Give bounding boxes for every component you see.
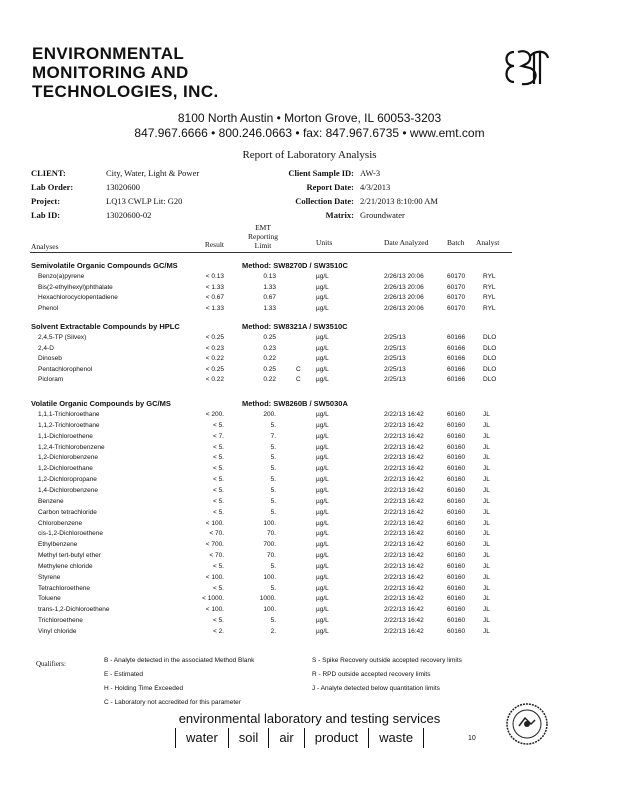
service-soil: soil bbox=[228, 728, 269, 748]
accreditation-seal-icon bbox=[505, 702, 549, 746]
cell-result: < 1.33 bbox=[205, 304, 224, 312]
cell-analyte: 1,1-Dichloroethene bbox=[38, 432, 93, 440]
cell-units: µg/L bbox=[316, 283, 329, 291]
cell-reporting-limit: 0.67 bbox=[263, 294, 276, 302]
cell-result: < 0.22 bbox=[205, 355, 224, 363]
cell-batch: 60170 bbox=[447, 283, 466, 291]
cell-units: µg/L bbox=[316, 411, 329, 418]
header-analyst: Analyst bbox=[476, 238, 500, 247]
collection-date-label: Collection Date: bbox=[295, 196, 354, 206]
cell-units: µg/L bbox=[316, 530, 329, 538]
cell-date-analyzed: 2/22/13 16:42 bbox=[384, 552, 424, 560]
cell-reporting-limit: 100. bbox=[263, 519, 276, 527]
report-date-value: 4/3/2013 bbox=[360, 182, 391, 192]
cell-units: µg/L bbox=[316, 344, 329, 352]
cell-batch: 60160 bbox=[447, 552, 466, 560]
cell-reporting-limit: 5. bbox=[270, 421, 276, 429]
cell-analyte: Carbon tetrachloride bbox=[38, 508, 97, 516]
cell-batch: 60160 bbox=[447, 562, 466, 570]
cell-analyst: JL bbox=[483, 508, 490, 516]
section-method: Method: SW8260B / SW5030A bbox=[242, 399, 348, 408]
cell-date-analyzed: 2/25/13 bbox=[384, 365, 406, 373]
company-address: 8100 North Austin • Morton Grove, IL 60053-3203 bbox=[177, 111, 442, 125]
cell-date-analyzed: 2/22/13 16:42 bbox=[384, 432, 424, 440]
qualifier-s: S - Spike Recovery outside accepted recovery limits bbox=[312, 657, 462, 664]
cell-batch: 60160 bbox=[447, 432, 466, 440]
cell-analyst: DLO bbox=[483, 344, 497, 352]
qualifiers-label: Qualifiers: bbox=[36, 660, 66, 668]
client-label: CLIENT: bbox=[31, 168, 66, 178]
cell-analyte: Chlorobenzene bbox=[38, 519, 83, 527]
cell-date-analyzed: 2/22/13 16:42 bbox=[384, 476, 424, 484]
header-emt: EMT bbox=[255, 223, 271, 232]
cell-units: µg/L bbox=[316, 573, 329, 581]
cell-date-analyzed: 2/22/13 16:42 bbox=[384, 530, 424, 538]
cell-reporting-limit: 100. bbox=[263, 606, 276, 614]
cell-analyst: JL bbox=[483, 541, 490, 549]
sample-id-label: Client Sample ID: bbox=[288, 168, 354, 178]
cell-qualifier: C bbox=[296, 365, 301, 373]
cell-analyte: Toluene bbox=[38, 595, 61, 603]
matrix-label: Matrix: bbox=[325, 210, 354, 220]
cell-units: µg/L bbox=[316, 304, 329, 312]
cell-reporting-limit: 5. bbox=[270, 617, 276, 625]
cell-date-analyzed: 2/26/13 20:06 bbox=[384, 304, 424, 312]
cell-analyte: Pentachlorophenol bbox=[38, 365, 93, 373]
cell-date-analyzed: 2/22/13 16:42 bbox=[384, 519, 424, 527]
cell-analyst: JL bbox=[483, 486, 490, 494]
lab-id-value: 13020600-02 bbox=[106, 210, 152, 220]
cell-analyte: Benzene bbox=[38, 497, 64, 505]
cell-batch: 60170 bbox=[447, 273, 466, 280]
cell-result: < 70. bbox=[209, 530, 224, 538]
cell-analyte: trans-1,2-Dichloroethene bbox=[38, 606, 110, 614]
cell-date-analyzed: 2/22/13 16:42 bbox=[384, 562, 424, 570]
cell-analyte: Picloram bbox=[38, 376, 64, 384]
cell-analyte: 2,4,5-TP (Silvex) bbox=[38, 334, 87, 341]
qualifier-j: J - Analyte detected below quantitation limits bbox=[312, 685, 440, 692]
cell-date-analyzed: 2/22/13 16:42 bbox=[384, 465, 424, 473]
section-method: Method: SW8270D / SW3510C bbox=[242, 261, 348, 270]
cell-analyst: JL bbox=[483, 573, 490, 581]
cell-analyst: DLO bbox=[483, 355, 497, 363]
company-logo-icon bbox=[500, 46, 552, 90]
cell-batch: 60160 bbox=[447, 530, 466, 538]
cell-analyte: Dinoseb bbox=[38, 355, 62, 363]
cell-result: < 0.67 bbox=[205, 294, 224, 302]
cell-units: µg/L bbox=[316, 421, 329, 429]
matrix-value: Groundwater bbox=[360, 210, 405, 220]
cell-batch: 60160 bbox=[447, 617, 466, 625]
header-divider bbox=[30, 252, 512, 253]
cell-result: < 5. bbox=[212, 443, 224, 451]
cell-analyst: JL bbox=[483, 421, 490, 429]
cell-reporting-limit: 0.22 bbox=[263, 355, 276, 363]
cell-reporting-limit: 5. bbox=[270, 454, 276, 462]
project-label: Project: bbox=[31, 196, 61, 206]
cell-result: < 5. bbox=[212, 508, 224, 516]
cell-result: < 5. bbox=[212, 497, 224, 505]
cell-batch: 60160 bbox=[447, 606, 466, 614]
cell-date-analyzed: 2/22/13 16:42 bbox=[384, 454, 424, 462]
cell-units: µg/L bbox=[316, 508, 329, 516]
cell-batch: 60166 bbox=[447, 334, 466, 341]
cell-result: < 0.13 bbox=[205, 273, 224, 280]
cell-analyte: 1,1,2-Trichloroethane bbox=[38, 421, 100, 429]
cell-result: < 0.25 bbox=[205, 334, 224, 341]
cell-reporting-limit: 100. bbox=[263, 573, 276, 581]
cell-analyst: JL bbox=[483, 584, 490, 592]
cell-date-analyzed: 2/22/13 16:42 bbox=[384, 541, 424, 549]
service-water: water bbox=[175, 728, 228, 748]
cell-date-analyzed: 2/25/13 bbox=[384, 344, 406, 352]
cell-units: µg/L bbox=[316, 273, 329, 280]
cell-analyte: 1,4-Dichlorobenzene bbox=[38, 486, 98, 494]
cell-batch: 60160 bbox=[447, 573, 466, 581]
cell-result: < 5. bbox=[212, 476, 224, 484]
cell-date-analyzed: 2/26/13 20:06 bbox=[384, 294, 424, 302]
cell-units: µg/L bbox=[316, 294, 329, 302]
cell-result: < 5. bbox=[212, 562, 224, 570]
qualifier-r: R - RPD outside accepted recovery limits bbox=[312, 671, 431, 678]
service-waste: waste bbox=[368, 728, 424, 748]
cell-date-analyzed: 2/22/13 16:42 bbox=[384, 421, 424, 429]
cell-result: < 1000. bbox=[202, 595, 224, 603]
cell-analyst: RYL bbox=[483, 294, 496, 302]
cell-units: µg/L bbox=[316, 454, 329, 462]
cell-analyst: JL bbox=[483, 443, 490, 451]
cell-batch: 60170 bbox=[447, 294, 466, 302]
cell-units: µg/L bbox=[316, 355, 329, 363]
cell-result: < 100. bbox=[205, 519, 224, 527]
cell-date-analyzed: 2/22/13 16:42 bbox=[384, 573, 424, 581]
company-name-line1: ENVIRONMENTAL bbox=[32, 44, 185, 63]
cell-reporting-limit: 5. bbox=[270, 584, 276, 592]
header-reporting: Reporting bbox=[248, 232, 278, 241]
cell-analyte: Methyl tert-butyl ether bbox=[38, 552, 101, 560]
footer-tagline: environmental laboratory and testing services bbox=[178, 711, 441, 726]
cell-reporting-limit: 0.25 bbox=[263, 334, 276, 341]
company-name-line2: MONITORING AND bbox=[32, 63, 189, 82]
cell-analyte: 2,4-D bbox=[38, 344, 54, 352]
cell-analyte: 1,2-Dichloropropane bbox=[38, 476, 97, 484]
cell-date-analyzed: 2/22/13 16:42 bbox=[384, 508, 424, 516]
cell-analyst: JL bbox=[483, 562, 490, 570]
cell-analyst: JL bbox=[483, 595, 490, 603]
header-units: Units bbox=[316, 238, 333, 247]
cell-units: µg/L bbox=[316, 497, 329, 505]
section-title: Semivolatile Organic Compounds GC/MS bbox=[31, 261, 178, 270]
cell-batch: 60166 bbox=[447, 376, 466, 384]
project-value: LQ13 CWLP Lit: G20 bbox=[106, 196, 183, 206]
cell-result: < 5. bbox=[212, 584, 224, 592]
cell-analyte: Hexachlorocyclopentadiene bbox=[38, 294, 118, 302]
cell-analyst: DLO bbox=[483, 334, 497, 341]
header-batch: Batch bbox=[447, 238, 465, 247]
section-title: Solvent Extractable Compounds by HPLC bbox=[31, 322, 180, 331]
cell-reporting-limit: 5. bbox=[270, 508, 276, 516]
cell-result: < 7. bbox=[212, 432, 224, 440]
cell-analyst: JL bbox=[483, 628, 490, 635]
cell-reporting-limit: 200. bbox=[263, 411, 276, 418]
cell-analyst: DLO bbox=[483, 365, 497, 373]
service-product: product bbox=[304, 728, 368, 748]
cell-analyte: 1,2-Dichloroethane bbox=[38, 465, 93, 473]
cell-units: µg/L bbox=[316, 541, 329, 549]
cell-batch: 60166 bbox=[447, 344, 466, 352]
cell-date-analyzed: 2/22/13 16:42 bbox=[384, 443, 424, 451]
cell-analyte: 1,2,4-Trichlorobenzene bbox=[38, 443, 105, 451]
cell-reporting-limit: 5. bbox=[270, 465, 276, 473]
cell-batch: 60160 bbox=[447, 465, 466, 473]
cell-reporting-limit: 7. bbox=[270, 432, 276, 440]
qualifier-e: E - Estimated bbox=[104, 671, 144, 678]
header-date-analyzed: Date Analyzed bbox=[384, 238, 429, 247]
cell-units: µg/L bbox=[316, 584, 329, 592]
cell-units: µg/L bbox=[316, 334, 329, 341]
cell-units: µg/L bbox=[316, 432, 329, 440]
section-method: Method: SW8321A / SW3510C bbox=[242, 322, 348, 331]
cell-analyst: JL bbox=[483, 617, 490, 625]
cell-batch: 60160 bbox=[447, 443, 466, 451]
cell-analyte: Vinyl chloride bbox=[38, 628, 77, 635]
cell-reporting-limit: 1.33 bbox=[263, 283, 276, 291]
cell-batch: 60160 bbox=[447, 486, 466, 494]
cell-reporting-limit: 0.22 bbox=[263, 376, 276, 384]
cell-reporting-limit: 5. bbox=[270, 562, 276, 570]
page-number: 10 bbox=[468, 735, 476, 742]
cell-batch: 60160 bbox=[447, 628, 466, 635]
cell-reporting-limit: 1.33 bbox=[263, 304, 276, 312]
cell-analyst: JL bbox=[483, 476, 490, 484]
cell-reporting-limit: 5. bbox=[270, 476, 276, 484]
cell-analyte: 1,1,1-Trichloroethane bbox=[38, 411, 100, 418]
cell-date-analyzed: 2/25/13 bbox=[384, 355, 406, 363]
cell-result: < 5. bbox=[212, 486, 224, 494]
cell-batch: 60160 bbox=[447, 411, 466, 418]
cell-reporting-limit: 70. bbox=[266, 552, 276, 560]
cell-analyte: Methylene chloride bbox=[38, 562, 93, 570]
section-title: Volatile Organic Compounds by GC/MS bbox=[31, 399, 171, 408]
cell-units: µg/L bbox=[316, 552, 329, 560]
cell-analyst: JL bbox=[483, 519, 490, 527]
company-contact: 847.967.6666 • 800.246.0663 • fax: 847.967.6735 • www.emt.com bbox=[134, 126, 485, 140]
cell-units: µg/L bbox=[316, 628, 329, 635]
cell-analyte: Tetrachloroethene bbox=[38, 584, 91, 592]
cell-analyst: JL bbox=[483, 411, 490, 418]
company-name bbox=[32, 44, 219, 101]
cell-units: µg/L bbox=[316, 476, 329, 484]
cell-analyst: DLO bbox=[483, 376, 497, 384]
header-analyses: Analyses bbox=[31, 242, 59, 251]
report-title: Report of Laboratory Analysis bbox=[242, 149, 377, 161]
cell-result: < 5. bbox=[212, 465, 224, 473]
cell-result: < 700. bbox=[205, 541, 224, 549]
cell-reporting-limit: 70. bbox=[266, 530, 276, 538]
cell-date-analyzed: 2/22/13 16:42 bbox=[384, 584, 424, 592]
cell-batch: 60170 bbox=[447, 304, 466, 312]
cell-result: < 0.22 bbox=[205, 376, 224, 384]
cell-batch: 60160 bbox=[447, 519, 466, 527]
cell-units: µg/L bbox=[316, 365, 329, 373]
cell-analyst: RYL bbox=[483, 273, 496, 280]
cell-reporting-limit: 0.23 bbox=[263, 344, 276, 352]
cell-result: < 200. bbox=[205, 411, 224, 418]
cell-analyst: JL bbox=[483, 432, 490, 440]
cell-analyte: Trichloroethene bbox=[38, 617, 83, 625]
cell-analyte: 1,2-Dichlorobenzene bbox=[38, 454, 98, 462]
cell-reporting-limit: 700. bbox=[263, 541, 276, 549]
cell-batch: 60160 bbox=[447, 454, 466, 462]
cell-units: µg/L bbox=[316, 519, 329, 527]
cell-result: < 0.25 bbox=[205, 365, 224, 373]
cell-result: < 5. bbox=[212, 617, 224, 625]
cell-date-analyzed: 2/22/13 16:42 bbox=[384, 595, 424, 603]
cell-units: µg/L bbox=[316, 465, 329, 473]
lab-order-value: 13020600 bbox=[106, 182, 140, 192]
report-date-label: Report Date: bbox=[306, 182, 354, 192]
collection-date-value: 2/21/2013 8:10:00 AM bbox=[360, 196, 438, 206]
cell-units: µg/L bbox=[316, 617, 329, 625]
client-value: City, Water, Light & Power bbox=[106, 168, 200, 178]
qualifier-c: C - Laboratory not accredited for this parameter bbox=[104, 699, 241, 706]
cell-analyte: Bis(2-ethylhexyl)phthalate bbox=[38, 283, 113, 291]
cell-analyte: Phenol bbox=[38, 304, 59, 312]
qualifier-b: B - Analyte detected in the associated Method Blank bbox=[104, 657, 255, 664]
cell-result: < 5. bbox=[212, 421, 224, 429]
cell-reporting-limit: 5. bbox=[270, 486, 276, 494]
cell-batch: 60160 bbox=[447, 497, 466, 505]
cell-date-analyzed: 2/22/13 16:42 bbox=[384, 411, 424, 418]
lab-id-label: Lab ID: bbox=[31, 210, 61, 220]
qualifier-h: H - Holding Time Exceeded bbox=[104, 685, 184, 692]
cell-date-analyzed: 2/22/13 16:42 bbox=[384, 497, 424, 505]
cell-date-analyzed: 2/25/13 bbox=[384, 376, 406, 384]
cell-analyst: JL bbox=[483, 552, 490, 560]
cell-batch: 60160 bbox=[447, 584, 466, 592]
cell-batch: 60166 bbox=[447, 355, 466, 363]
cell-batch: 60160 bbox=[447, 595, 466, 603]
cell-batch: 60166 bbox=[447, 365, 466, 373]
cell-analyte: Benzo(a)pyrene bbox=[38, 273, 85, 280]
cell-result: < 2. bbox=[212, 628, 224, 635]
service-air: air bbox=[268, 728, 303, 748]
cell-analyte: cis-1,2-Dichloroethene bbox=[38, 530, 104, 538]
cell-date-analyzed: 2/22/13 16:42 bbox=[384, 628, 424, 635]
cell-units: µg/L bbox=[316, 562, 329, 570]
cell-result: < 1.33 bbox=[205, 283, 224, 291]
header-result: Result bbox=[204, 240, 224, 249]
cell-analyst: RYL bbox=[483, 304, 496, 312]
cell-analyte: Ethylbenzene bbox=[38, 541, 78, 549]
lab-order-label: Lab Order: bbox=[31, 182, 74, 192]
cell-reporting-limit: 5. bbox=[270, 497, 276, 505]
cell-reporting-limit: 1000. bbox=[259, 595, 276, 603]
cell-result: < 0.23 bbox=[205, 344, 224, 352]
cell-units: µg/L bbox=[316, 443, 329, 451]
cell-date-analyzed: 2/25/13 bbox=[384, 334, 406, 341]
cell-reporting-limit: 0.25 bbox=[263, 365, 276, 373]
cell-reporting-limit: 5. bbox=[270, 443, 276, 451]
cell-batch: 60160 bbox=[447, 541, 466, 549]
cell-batch: 60160 bbox=[447, 476, 466, 484]
cell-result: < 70. bbox=[209, 552, 224, 560]
cell-date-analyzed: 2/22/13 16:42 bbox=[384, 617, 424, 625]
cell-units: µg/L bbox=[316, 486, 329, 494]
cell-units: µg/L bbox=[316, 376, 329, 384]
cell-batch: 60160 bbox=[447, 421, 466, 429]
company-name-line3: TECHNOLOGIES, INC. bbox=[32, 82, 219, 101]
cell-analyst: JL bbox=[483, 454, 490, 462]
cell-analyte: Styrene bbox=[38, 573, 61, 581]
cell-analyst: JL bbox=[483, 530, 490, 538]
cell-result: < 100. bbox=[205, 573, 224, 581]
cell-reporting-limit: 2. bbox=[270, 628, 276, 635]
cell-batch: 60160 bbox=[447, 508, 466, 516]
cell-result: < 100. bbox=[205, 606, 224, 614]
cell-reporting-limit: 0.13 bbox=[263, 273, 276, 280]
cell-result: < 5. bbox=[212, 454, 224, 462]
cell-analyst: JL bbox=[483, 497, 490, 505]
cell-date-analyzed: 2/22/13 16:42 bbox=[384, 606, 424, 614]
cell-date-analyzed: 2/26/13 20:06 bbox=[384, 283, 424, 291]
cell-units: µg/L bbox=[316, 595, 329, 603]
cell-units: µg/L bbox=[316, 606, 329, 614]
footer-services bbox=[175, 728, 424, 748]
cell-analyst: JL bbox=[483, 606, 490, 614]
cell-date-analyzed: 2/22/13 16:42 bbox=[384, 486, 424, 494]
cell-date-analyzed: 2/26/13 20:06 bbox=[384, 273, 424, 280]
header-limit: Limit bbox=[254, 241, 272, 250]
cell-analyst: JL bbox=[483, 465, 490, 473]
cell-qualifier: C bbox=[296, 376, 301, 384]
sample-id-value: AW-3 bbox=[360, 168, 381, 178]
cell-analyst: RYL bbox=[483, 283, 496, 291]
